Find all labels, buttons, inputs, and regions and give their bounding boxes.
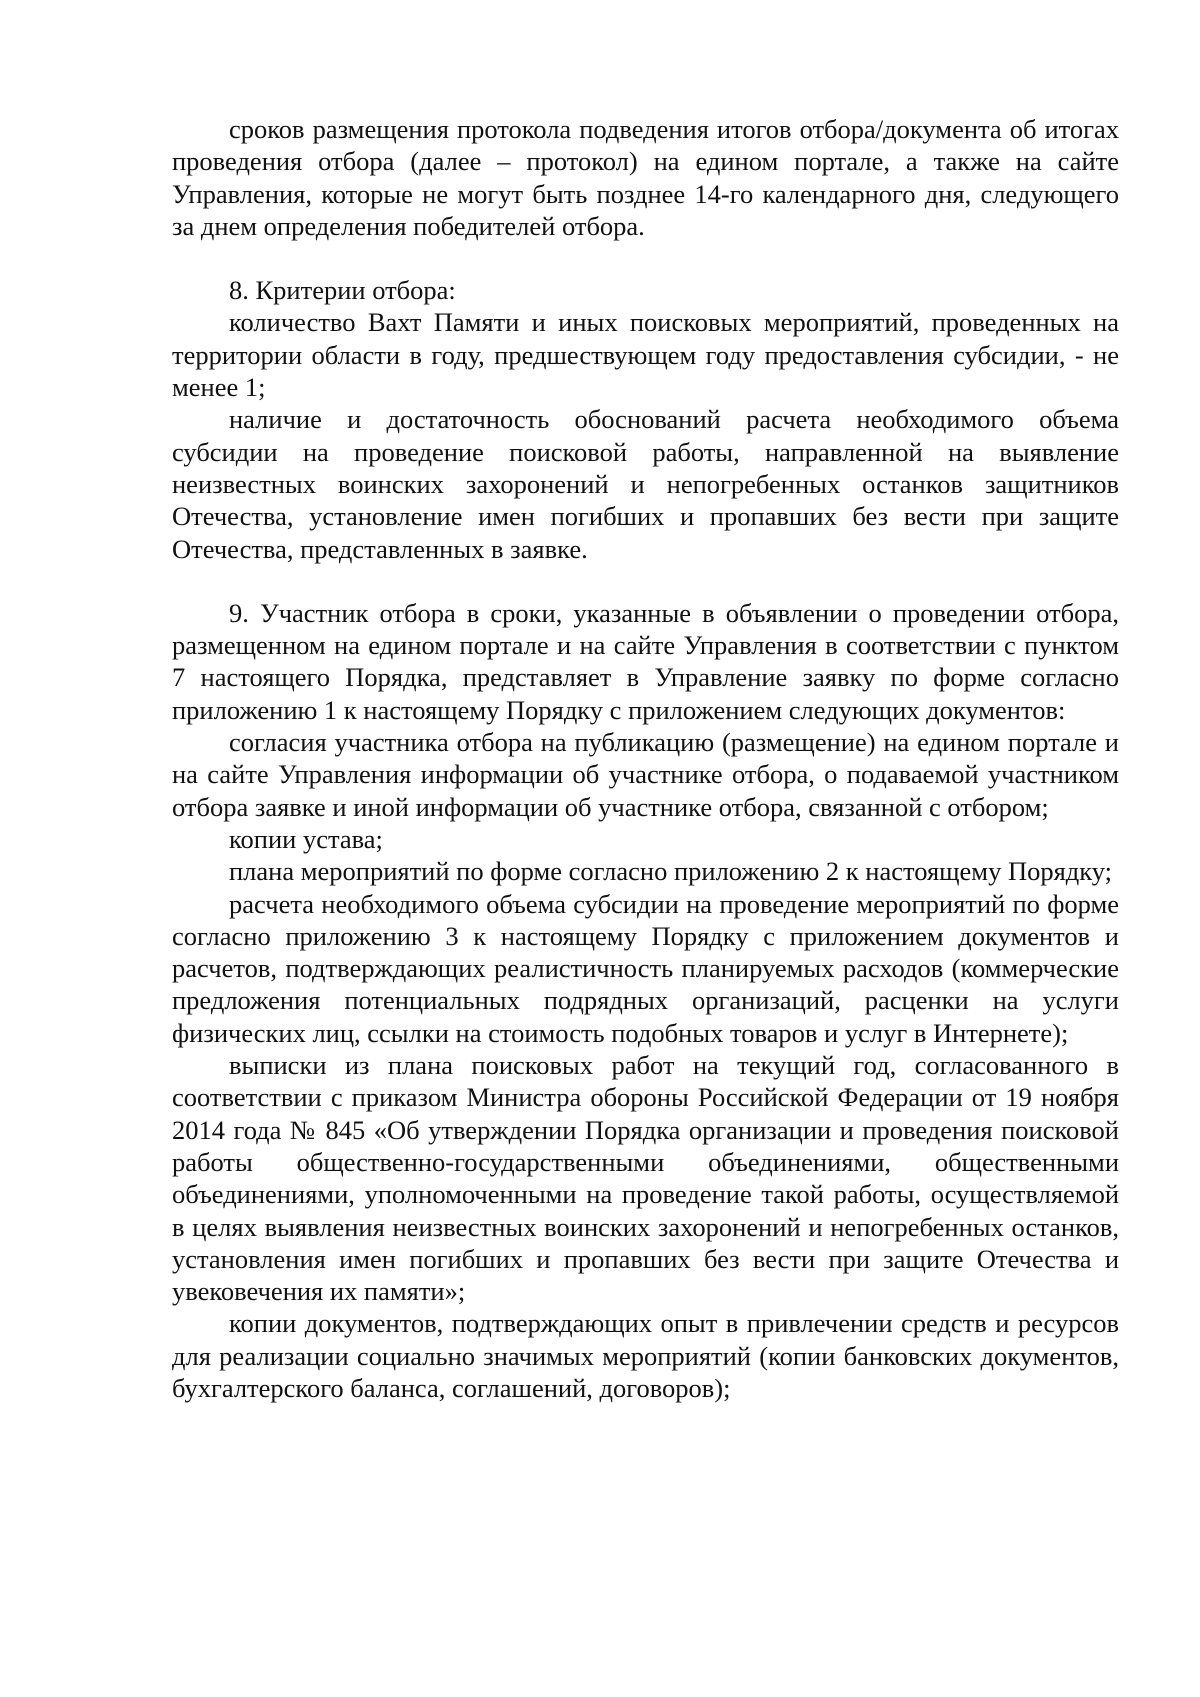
paragraph-selection-criteria-heading: 8. Критерии отбора:	[229, 275, 456, 306]
paragraph-charter-copy: копии устава;	[229, 823, 383, 854]
paragraph-subsidy-calculation: расчета необходимого объема субсидии на проведение мероприятий по форме согласно приложению 3 к настоящему Порядку с приложением документов и расчетов, подтверждающих реалистичность планируемых расходов (коммерческие предложения потенциальных подрядных организаций, расценки на услуги физических лиц, ссылки на стоимость подобных товаров и услуг в Интернете);	[172, 888, 1119, 1048]
paragraph-criterion-justification: наличие и достаточность обоснований расчета необходимого объема субсидии на проведение поисковой работы, направленной на выявление неизвестных воинских захоронений и непогребенных останков защитников Отечества, установление имен погибших и пропавших без вести при защите Отечества, представленных в заявке.	[172, 404, 1119, 564]
paragraph-search-plan-extract: выписки из плана поисковых работ на текущий год, согласованного в соответствии с приказом Министра обороны Российской Федерации от 19 ноября 2014 года № 845 «Об утверждении Порядка организации и проведения поисковой работы общественно-государственными объединениями, общественными объединениями, уполномоченными на проведение такой работы, осуществляемой в целях выявления неизвестных воинских захоронений и непогребенных останков, установления имен погибших и пропавших без вести при защите Отечества и увековечения их памяти»;	[172, 1050, 1119, 1307]
paragraph-activity-plan: плана мероприятий по форме согласно приложению 2 к настоящему Порядку;	[229, 856, 1113, 887]
document-page	[172, 113, 1119, 1404]
paragraph-publication-deadline: сроков размещения протокола подведения итогов отбора/документа об итогах проведения отбора (далее – протокол) на едином портале, а также на сайте Управления, которые не могут быть позднее 14-го календарного дня, следующего за днем определения победителей отбора.	[172, 114, 1119, 241]
paragraph-consent-publication: согласия участника отбора на публикацию (размещение) на едином портале и на сайте Управления информации об участнике отбора, о подаваемой участником отбора заявке и иной информации об участнике отбора, связанной с отбором;	[172, 727, 1119, 822]
paragraph-application-submission: 9. Участник отбора в сроки, указанные в объявлении о проведении отбора, размещенном на едином портале и на сайте Управления в соответствии с пунктом 7 настоящего Порядка, представляет в Управление заявку по форме согласно приложению 1 к настоящему Порядку с приложением следующих документов:	[172, 597, 1119, 725]
paragraph-experience-documents: копии документов, подтверждающих опыт в привлечении средств и ресурсов для реализации социально значимых мероприятий (копии банковских документов, бухгалтерского баланса, соглашений, договоров);	[172, 1308, 1119, 1403]
paragraph-criterion-watches: количество Вахт Памяти и иных поисковых мероприятий, проведенных на территории области в году, предшествующем году предоставления субсидии, - не менее 1;	[172, 307, 1119, 403]
